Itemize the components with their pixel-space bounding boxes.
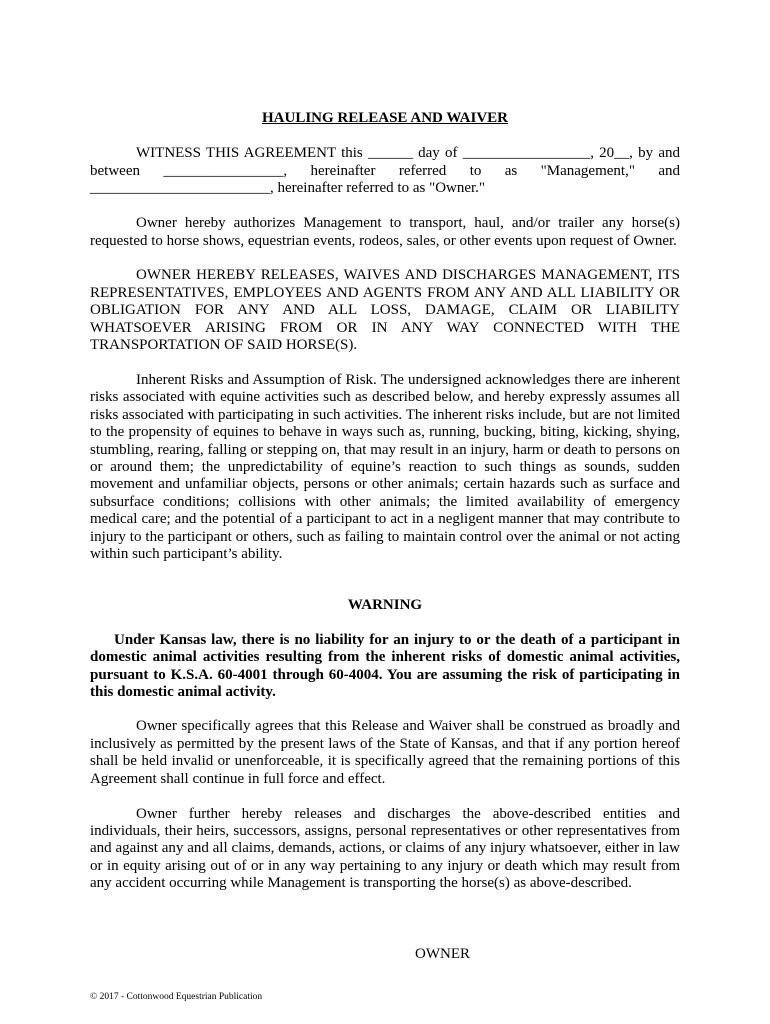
release-paragraph: OWNER HEREBY RELEASES, WAIVES AND DISCHARGES MANAGEMENT, ITS REPRESENTATIVES, EMPLOYEES AND AGENTS FROM ANY AND ALL LIABILITY OR OBLIGATION FOR ANY AND ALL LOSS, DAMAGE, CLAIM OR LIABILITY WHATSOEVER ARISING FROM OR IN ANY WAY CONNECTED WITH THE TRANSPORTATION OF SAID HORSE(S). [90,267,680,354]
owner-signature-label: OWNER [415,946,470,962]
warning-heading: WARNING [347,597,423,614]
inherent-risks-paragraph: Inherent Risks and Assumption of Risk. The undersigned acknowledges there are inherent risks associated with equine activities such as described below, and hereby expressly assumes all risks associated with participating in such activities. The inherent risks include, but are not limited to the propensity of equines to behave in ways such as, running, bucking, biting, kicking, shying, stumbling, rearing, falling or stepping on, that may result in an injury, harm or death to persons on or around them; the unpredictability of equine’s reaction to such things as sounds, sudden movement and unfamiliar objects, persons or other animals; certain hazards such as surface and subsurface conditions; collisions with other animals; the limited availability of emergency medical care; and the potential of a participant to act in a negligent manner that may contribute to injury to the participant or others, such as failing to maintain control over the animal or not acting within such participant’s ability. [90,371,680,563]
document-body [90,110,680,910]
severability-paragraph: Owner specifically agrees that this Release and Waiver shall be construed as broadly and inclusively as permitted by the present laws of the State of Kansas, and that if any portion hereof shall be held invalid or unenforceable, it is specifically agreed that the remaining portions of this Agreement shall continue in full force and effect. [90,718,680,787]
document-title: HAULING RELEASE AND WAIVER [261,110,509,126]
authorization-paragraph: Owner hereby authorizes Management to transport, haul, and/or trailer any horse(s) requested to horse shows, equestrian events, rodeos, sales, or other events upon request of Owner. [90,215,680,249]
warning-paragraph: Under Kansas law, there is no liability for an injury to or the death of a participant in domestic animal activities resulting from the inherent risks of domestic animal activities, pursuant to K.S.A. 60-4001 through 60-4004. You are assuming the risk of participating in this domestic animal activity. [90,631,680,701]
witness-paragraph: WITNESS THIS AGREEMENT this ______ day of _________________, 20__, by and between ________________, hereinafter referred to as "Management," and ________________________, hereinafter referred to as "Owner." [90,145,680,197]
further-release-paragraph: Owner further hereby releases and discharges the above-described entities and individuals, their heirs, successors, assigns, personal representatives or other representatives from and against any and all claims, demands, actions, or claims of any injury whatsoever, either in law or in equity arising out of or in any way pertaining to any injury or death which may result from any accident occurring while Management is transporting the horse(s) as above-described. [90,805,680,892]
copyright-footer: © 2017 - Cottonwood Equestrian Publication [90,992,263,1002]
